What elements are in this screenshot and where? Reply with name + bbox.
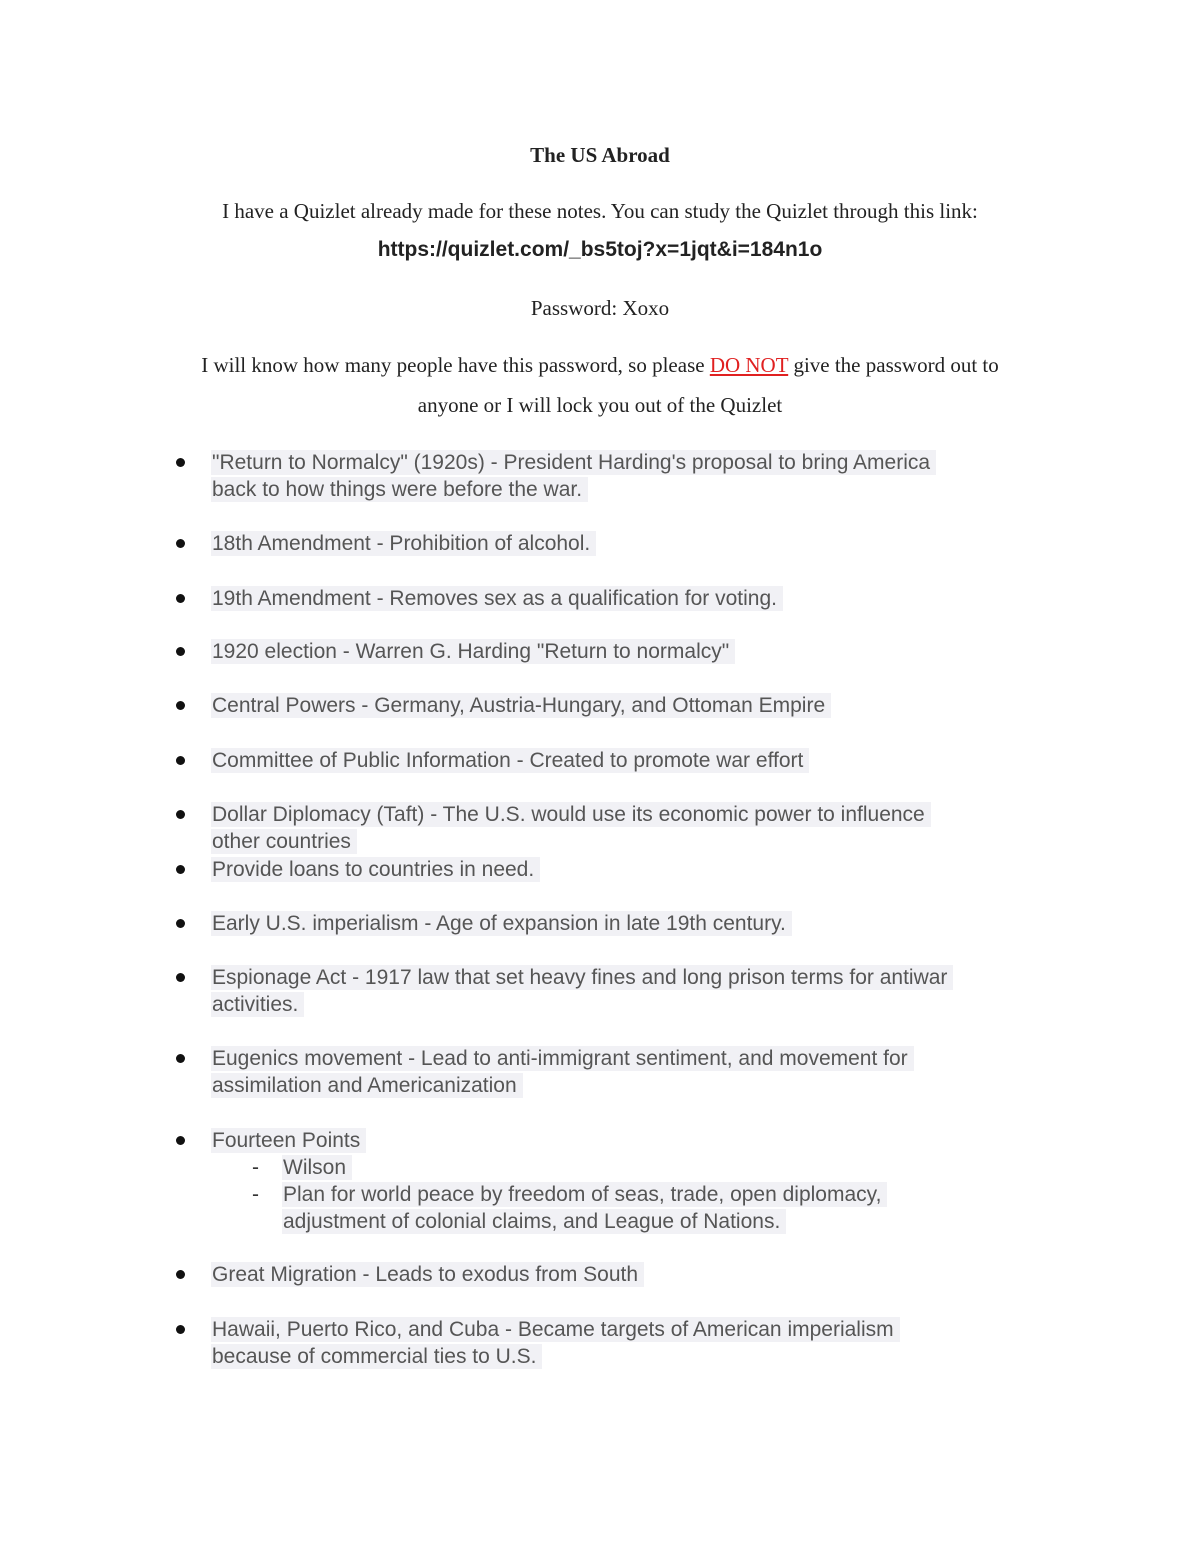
sub-list-item-text: adjustment of colonial claims, and League of Nations. [282, 1208, 786, 1235]
dash-marker: - [252, 1156, 259, 1179]
bullet-icon [176, 701, 185, 710]
bullet-icon [176, 1136, 185, 1145]
list-item-text: "Return to Normalcy" (1920s) - President Harding's proposal to bring America [211, 449, 936, 476]
bullet-icon [176, 810, 185, 819]
bullet-icon [176, 865, 185, 874]
password-text: Password: Xoxo [530, 296, 670, 320]
list-item-text: activities. [211, 991, 304, 1018]
warning-text-end: give the password out to [788, 353, 999, 377]
bullet-icon [176, 594, 185, 603]
warning-line-2: anyone or I will lock you out of the Quizlet [417, 393, 783, 417]
list-item-text: Hawaii, Puerto Rico, and Cuba - Became targets of American imperialism [211, 1316, 900, 1343]
list-item-text: Great Migration - Leads to exodus from South [211, 1261, 644, 1288]
bullet-icon [176, 458, 185, 467]
warning-text-start: I will know how many people have this password, so please [201, 353, 710, 377]
bullet-icon [176, 919, 185, 928]
bullet-icon [176, 1054, 185, 1063]
bullet-icon [176, 647, 185, 656]
quizlet-link[interactable]: https://quizlet.com/_bs5toj?x=1jqt&i=184n1o [377, 238, 823, 261]
dash-marker: - [252, 1183, 259, 1206]
list-item-text: because of commercial ties to U.S. [211, 1343, 542, 1370]
bullet-icon [176, 973, 185, 982]
bullet-icon [176, 1325, 185, 1334]
bullet-icon [176, 1270, 185, 1279]
bullet-icon [176, 756, 185, 765]
list-item-text: Eugenics movement - Lead to anti-immigrant sentiment, and movement for [211, 1045, 914, 1072]
list-item-text: Provide loans to countries in need. [211, 856, 540, 883]
list-item-text: Committee of Public Information - Created to promote war effort [211, 747, 809, 774]
sub-list-item-text: Plan for world peace by freedom of seas, trade, open diplomacy, [282, 1181, 887, 1208]
list-item-text: Espionage Act - 1917 law that set heavy fines and long prison terms for antiwar [211, 964, 953, 991]
list-item-text: Early U.S. imperialism - Age of expansion in late 19th century. [211, 910, 792, 937]
list-item-text: Fourteen Points [211, 1127, 366, 1154]
list-item-text: assimilation and Americanization [211, 1072, 523, 1099]
warning-line-1 [0, 353, 1200, 378]
warning-emphasis: DO NOT [709, 353, 789, 377]
list-item-text: Central Powers - Germany, Austria-Hungary, and Ottoman Empire [211, 692, 831, 719]
sub-list-item-text: Wilson [282, 1154, 352, 1181]
list-item-text: back to how things were before the war. [211, 476, 588, 503]
list-item-text: other countries [211, 828, 357, 855]
list-item-text: Dollar Diplomacy (Taft) - The U.S. would use its economic power to influence [211, 801, 931, 828]
list-item-text: 1920 election - Warren G. Harding "Return to normalcy" [211, 638, 735, 665]
page-title: The US Abroad [530, 143, 670, 167]
intro-text: I have a Quizlet already made for these notes. You can study the Quizlet through this link: [222, 199, 978, 223]
list-item-text: 19th Amendment - Removes sex as a qualification for voting. [211, 585, 783, 612]
list-item-text: 18th Amendment - Prohibition of alcohol. [211, 530, 596, 557]
bullet-icon [176, 539, 185, 548]
